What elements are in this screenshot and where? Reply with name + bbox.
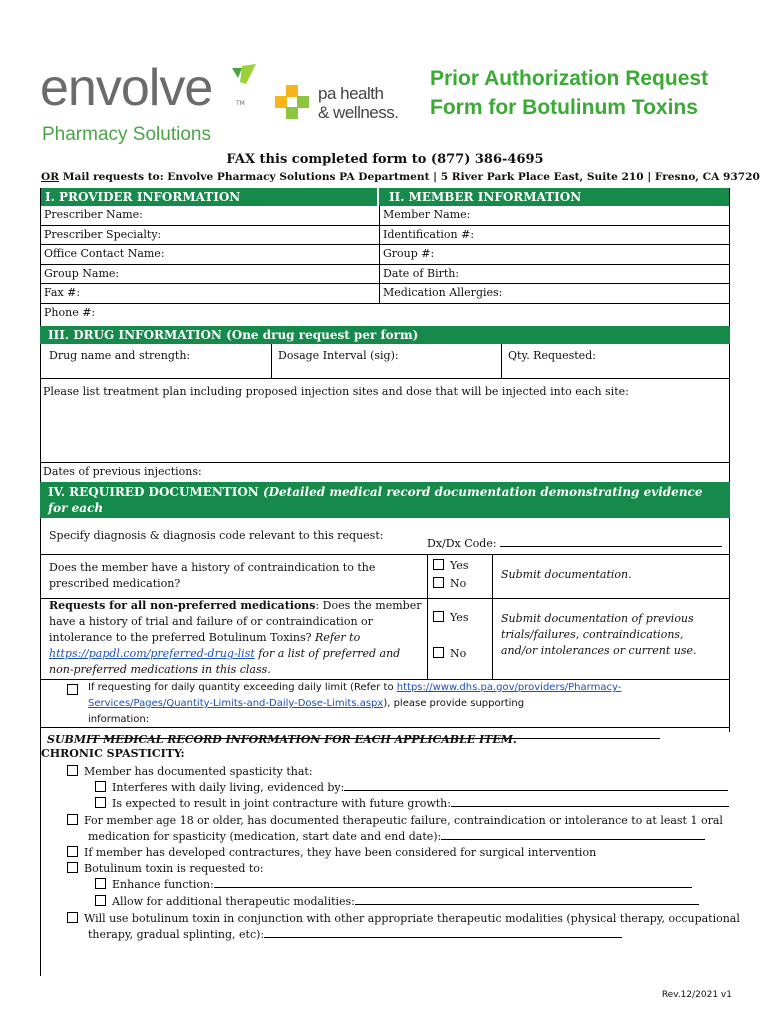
item-contractures-surgical[interactable] [67,845,596,861]
req-doc-title-line2: item must be submitted with prior authorization request) [48,517,437,531]
item-interferes-daily-living[interactable] [95,780,728,796]
prescriber-name-field[interactable]: Prescriber Name: [41,206,379,226]
envolve-logo-word: envolve [40,59,213,117]
q1-no-label: No [450,577,467,590]
drug-divider-2 [501,344,502,378]
q1-yes-label: Yes [450,559,469,572]
item3-checkbox[interactable] [67,846,78,857]
provider-member-table [40,188,730,326]
identification-field[interactable]: Identification #: [380,226,729,246]
q2-note: Submit documentation of previous trials/failures, contraindications, and/or intolerances or current use. [501,612,697,657]
form-title-line1: Prior Authorization Request [430,67,709,90]
q1-divider-2 [492,554,493,598]
req-doc-title: IV. REQUIRED DOCUMENTION [48,485,259,499]
daily-limit-info-label: information: [88,714,150,725]
item5-continuation [88,927,622,943]
fax-instructions: FAX this completed form to (877) 386-4695 [226,152,544,167]
item1-checkbox[interactable] [67,765,78,776]
q1-contraindication-text: Does the member have a history of contraindication to the prescribed medication? [49,561,376,590]
q2-after: for a list of preferred and non-preferred medications in this class. [49,647,401,676]
dosage-interval-field[interactable]: Dosage Interval (sig): [278,349,399,362]
daily-limit-post: ), please provide supporting [383,698,525,709]
pa-health-wellness-logo [318,84,398,122]
medical-record-heading: SUBMIT MEDICAL RECORD INFORMATION FOR EACH APPLICABLE ITEM. [47,733,517,746]
item1-label: Member has documented spasticity that: [84,765,313,778]
leaf-check-icon [228,62,258,92]
item-botulinum-requested[interactable] [67,861,264,877]
item4-label: Botulinum toxin is requested to: [84,862,264,875]
form-title-line2: Form for Botulinum Toxins [430,96,698,119]
pharmacy-solutions-text: Pharmacy Solutions [42,124,211,145]
q1-no-option[interactable] [433,576,466,592]
required-documentation-table [40,518,730,680]
mail-or: OR [41,171,60,183]
item1b-label: Is expected to result in joint contracture with future growth: [112,797,451,810]
item-age-18-therapeutic-failure[interactable] [67,813,723,829]
treatment-plan-field[interactable]: Please list treatment plan including proposed injection sites and dose that will be injected into each site: [43,385,629,398]
drug-row-divider [41,378,729,379]
pa-health-cross-icon [273,83,311,121]
item2-continuation [88,829,705,845]
required-documentation-header [40,482,730,531]
group-number-field[interactable]: Group #: [380,245,729,265]
item1a-label: Interferes with daily living, evidenced by: [112,781,345,794]
q2-nonpreferred-text [49,598,427,678]
item4a-checkbox[interactable] [95,878,106,889]
item3-label: If member has developed contractures, they have been considered for surgical intervention [84,846,597,859]
item-documented-spasticity[interactable] [67,764,313,780]
drug-divider-1 [271,344,272,378]
q2-yes-label: Yes [450,611,469,624]
q2-bold-lead: Requests for all non-preferred medications [49,599,316,612]
item4b-line[interactable] [355,894,699,905]
q2-yes-option[interactable] [433,610,468,626]
revision-label: Rev.12/2021 v1 [661,990,732,1000]
item4b-label: Allow for additional therapeutic modalities: [112,895,355,908]
q1-yes-option[interactable] [433,558,468,574]
provider-info-header: I. PROVIDER INFORMATION [41,188,377,206]
logo-trademark: TM [236,100,245,107]
treatment-plan-divider [41,462,729,463]
date-of-birth-field[interactable]: Date of Birth: [380,265,729,285]
quantity-limits-link[interactable]: https://www.dhs.pa.gov/providers/Pharmacy-Services/Pages/Quantity-Limits-and-Daily-Dose-Limits.aspx [88,682,622,709]
item1a-line[interactable] [344,780,728,791]
provider-fields [41,206,379,304]
medication-allergies-field[interactable]: Medication Allergies: [380,284,729,304]
chronic-spasticity-heading: CHRONIC SPASTICITY: [41,747,185,760]
fax-field[interactable]: Fax #: [41,284,379,304]
q2-divider-2 [492,598,493,680]
q2-no-option[interactable] [433,646,466,662]
item2-checkbox[interactable] [67,814,78,825]
q1-no-checkbox[interactable] [433,577,444,588]
q2-body: : Does the member have a history of trial and failure of or contraindication or intolerance to the preferred Botulinum Toxins? [49,599,422,644]
mail-address: Mail requests to: Envolve Pharmacy Solutions PA Department | 5 River Park Place East, Suite 210 | Fresno, CA 93720 [59,171,760,183]
q2-divider [427,598,428,680]
dx-code-line[interactable] [500,536,722,547]
q2-no-checkbox[interactable] [433,647,444,658]
drug-info-table [40,344,730,482]
member-fields [380,206,729,304]
prescriber-specialty-field[interactable]: Prescriber Specialty: [41,226,379,246]
item5-checkbox[interactable] [67,912,78,923]
group-name-field[interactable]: Group Name: [41,265,379,285]
daily-limit-pre: If requesting for daily quantity exceeding daily limit (Refer to [88,682,397,693]
mail-instructions [41,171,760,183]
form-title [430,64,708,122]
item-joint-contracture[interactable] [95,796,729,812]
q2-refer: Refer to [315,631,361,644]
item-additional-modalities[interactable] [95,894,699,910]
medical-record-section [40,732,740,976]
qty-requested-field[interactable]: Qty. Requested: [508,349,596,362]
member-name-field[interactable]: Member Name: [380,206,729,226]
item2-line1: For member age 18 or older, has documented therapeutic failure, contraindication or intolerance to at least 1 oral [84,814,723,827]
item1b-line[interactable] [451,796,729,807]
diag-divider [41,554,729,555]
req-doc-title-italic: (Detailed medical record documentation demonstrating evidence for each [48,485,703,515]
drug-info-header: III. DRUG INFORMATION (One drug request per form) [40,326,730,344]
diagnosis-prompt: Specify diagnosis & diagnosis code relevant to this request: [49,529,384,542]
drug-name-field[interactable]: Drug name and strength: [49,349,191,362]
dx-code-field[interactable] [427,536,722,552]
item-enhance-function[interactable] [95,877,692,893]
preferred-drug-list-link[interactable]: https://papdl.com/preferred-drug-list [49,647,255,660]
item5-line[interactable] [264,927,622,938]
item2-line[interactable] [441,829,705,840]
item5-line2: therapy, gradual splinting, etc): [88,928,265,941]
daily-limit-block [40,680,730,732]
item1a-checkbox[interactable] [95,781,106,792]
q2-yes-checkbox[interactable] [433,611,444,622]
q1-divider [427,554,428,598]
item4-checkbox[interactable] [67,862,78,873]
item4a-line[interactable] [214,877,692,888]
member-info-header: II. MEMBER INFORMATION [379,188,729,206]
item1b-checkbox[interactable] [95,797,106,808]
item5-line1: Will use botulinum toxin in conjunction with other appropriate therapeutic modalities (physical therapy, occupational [84,912,740,925]
q1-note: Submit documentation. [501,568,632,581]
phone-field[interactable]: Phone #: [44,305,96,319]
q1-yes-checkbox[interactable] [433,559,444,570]
pa-logo-line2: & wellness. [318,103,399,122]
previous-injections-field[interactable]: Dates of previous injections: [43,465,202,478]
item2-line2: medication for spasticity (medication, start date and end date): [88,830,442,843]
item4a-label: Enhance function: [112,878,214,891]
item4b-checkbox[interactable] [95,895,106,906]
pa-logo-line1: pa health [318,84,384,103]
daily-limit-divider [41,727,729,728]
daily-limit-checkbox[interactable] [67,684,78,695]
office-contact-field[interactable]: Office Contact Name: [41,245,379,265]
dx-code-label: Dx/Dx Code: [427,537,497,550]
item-conjunction-modalities[interactable] [67,911,740,927]
q2-no-label: No [450,647,467,660]
